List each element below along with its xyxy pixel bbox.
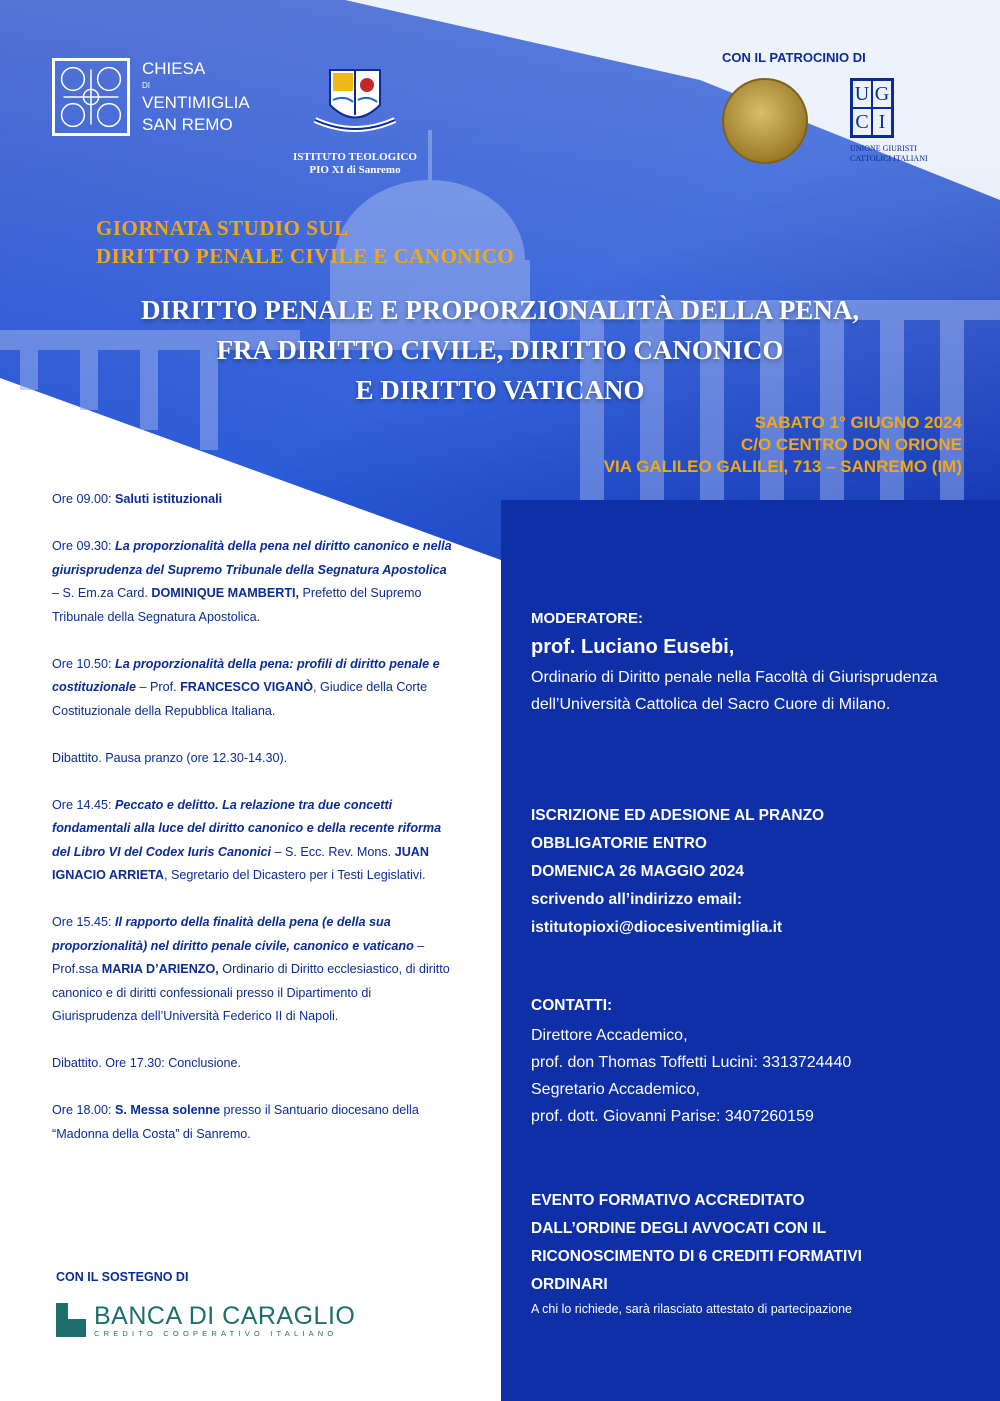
program-title: S. Messa solenne — [115, 1103, 221, 1117]
program-title: La proporzionalità della pena nel diritto canonico e nella giurisprudenza del Supremo Tribunale della Segnatura Apostolica — [52, 539, 452, 577]
event-info — [604, 412, 962, 478]
program-list — [52, 488, 452, 1170]
event-date: SABATO 1° GIUGNO 2024 — [754, 413, 962, 432]
istituto-line1: ISTITUTO TEOLOGICO — [292, 151, 417, 163]
registration-line2: OBBLIGATORIE ENTRO — [531, 835, 707, 852]
chiesa-logo — [52, 58, 250, 136]
chiesa-line1: CHIESA — [142, 59, 206, 78]
program-item — [52, 911, 452, 1029]
accreditation-line4: ORDINARI — [531, 1276, 608, 1293]
contacts-line2: prof. don Thomas Toffetti Lucini: 3313724440 — [531, 1054, 852, 1071]
program-time: Ore 14.45: — [52, 797, 112, 812]
event-venue: C/O CENTRO DON ORIONE — [740, 435, 962, 454]
title-line1: DIRITTO PENALE E PROPORZIONALITÀ DELLA PENA, — [140, 295, 860, 325]
program-role: , Segretario del Dicastero per i Testi Legislativi. — [163, 868, 426, 882]
program-separator: – Prof. — [135, 680, 181, 694]
accreditation-line2: DALL’ORDINE DEGLI AVVOCATI CON IL — [531, 1220, 827, 1237]
accreditation-line1: EVENTO FORMATIVO ACCREDITATO — [531, 1192, 805, 1209]
ugci-line2: CATTOLICI ITALIANI — [850, 154, 928, 163]
program-item — [52, 1052, 452, 1076]
contacts-line1: Direttore Accademico, — [531, 1027, 688, 1044]
chiesa-emblem-icon — [52, 58, 130, 136]
bank-logo — [56, 1303, 355, 1338]
chiesa-line2: DI — [142, 81, 150, 90]
program-title: Il rapporto della finalità della pena (e della sua proporzionalità) nel diritto penale civile, canonico e vaticano — [52, 915, 414, 953]
registration-email-link[interactable]: istitutopioxi@diocesiventimiglia.it — [531, 919, 783, 936]
accreditation-line3: RICONOSCIMENTO DI 6 CREDITI FORMATIVI — [531, 1248, 862, 1265]
event-address: VIA GALILEO GALILEI, 713 – SANREMO (IM) — [603, 457, 962, 476]
program-role: Prefetto del Supremo Tribunale della Segnatura Apostolica. — [52, 586, 422, 624]
registration-line3: DOMENICA 26 MAGGIO 2024 — [531, 863, 745, 880]
istituto-logo — [280, 60, 430, 177]
bank-mark-icon — [56, 1303, 86, 1337]
program-time: Ore 18.00: — [52, 1103, 112, 1117]
event-title — [60, 290, 940, 410]
moderator-name: prof. Luciano Eusebi, — [531, 636, 735, 658]
event-kicker — [96, 214, 514, 270]
contacts-line4: prof. dott. Giovanni Parise: 3407260159 — [531, 1108, 814, 1125]
registration-line4: scrivendo all’indirizzo email: — [531, 891, 743, 908]
program-time: Ore 15.45: — [52, 915, 112, 929]
sponsor-label: CON IL SOSTEGNO DI — [56, 1270, 189, 1284]
program-item — [52, 653, 452, 724]
chiesa-line4: SAN REMO — [142, 115, 233, 134]
program-plain: Dibattito. Pausa pranzo (ore 12.30-14.30). — [52, 750, 288, 765]
title-line2: FRA DIRITTO CIVILE, DIRITTO CANONICO — [216, 335, 784, 365]
istituto-line2: PIO XI di Sanremo — [309, 164, 401, 176]
bank-subtitle: CREDITO COOPERATIVO ITALIANO — [94, 1329, 338, 1338]
program-speaker: FRANCESCO VIGANÒ — [180, 680, 314, 694]
program-time: Ore 10.50: — [52, 656, 112, 671]
program-speaker: JUAN IGNACIO ARRIETA — [52, 844, 429, 882]
moderator-desc: Ordinario di Diritto penale nella Facoltà di Giurisprudenza dell’Università Cattolica del Sacro Cuore di Milano. — [531, 669, 938, 713]
accreditation-note: A chi lo richiede, sarà rilasciato attestato di partecipazione — [531, 1302, 853, 1316]
bank-name: BANCA DI CARAGLIO — [94, 1302, 356, 1330]
program-item — [52, 1099, 452, 1146]
moderator-label: MODERATORE: — [531, 610, 643, 627]
program-time: Ore 09.30: — [52, 539, 112, 553]
patrocinio-label: CON IL PATROCINIO DI — [722, 50, 866, 65]
chiesa-line3: VENTIMIGLIA — [142, 93, 250, 112]
title-line3: E DIRITTO VATICANO — [355, 375, 645, 405]
contacts-label: CONTATTI: — [531, 997, 613, 1014]
program-item — [52, 747, 452, 771]
ugci-line1: UNIONE GIURISTI — [850, 144, 917, 153]
program-separator: – S. Ecc. Rev. Mons. — [271, 844, 395, 859]
ugci-letter-g: G — [872, 80, 892, 108]
contacts-block — [531, 1022, 971, 1130]
program-plain: Dibattito. Ore 17.30: Conclusione. — [52, 1056, 242, 1070]
program-role: presso il Santuario diocesano della “Madonna della Costa” di Sanremo. — [52, 1103, 419, 1141]
kicker-line1: GIORNATA STUDIO SUL — [96, 216, 349, 240]
ordine-avvocati-medal-icon — [722, 78, 808, 164]
program-role: , Giudice della Corte Costituzionale della Repubblica Italiana. — [52, 680, 428, 718]
ugci-letter-i: I — [872, 108, 892, 136]
program-speaker: DOMINIQUE MAMBERTI, — [151, 586, 300, 600]
contacts-line3: Segretario Accademico, — [531, 1081, 700, 1098]
ugci-letter-u: U — [852, 80, 872, 108]
program-title: La proporzionalità della pena: profili di diritto penale e costituzionale — [52, 656, 440, 694]
program-item — [52, 535, 452, 629]
registration-block — [531, 802, 971, 942]
ugci-logo — [850, 78, 930, 164]
program-separator: – S. Em.za Card. — [52, 586, 152, 600]
program-title: Saluti istituzionali — [115, 492, 223, 506]
program-time: Ore 09.00: — [52, 492, 112, 506]
program-speaker: MARIA D’ARIENZO, — [101, 962, 219, 976]
program-separator: – Prof.ssa — [52, 938, 425, 976]
kicker-line2: DIRITTO PENALE CIVILE E CANONICO — [96, 244, 515, 268]
program-title: Peccato e delitto. La relazione tra due concetti fondamentali alla luce del diritto canonico e della recente riforma del Libro VI del Codex Iuris Canonici — [52, 797, 442, 859]
registration-line1: ISCRIZIONE ED ADESIONE AL PRANZO — [531, 807, 825, 824]
istituto-crest-icon — [300, 60, 410, 140]
program-item — [52, 794, 452, 888]
ugci-letter-c: C — [852, 108, 872, 136]
accreditation-block — [531, 1187, 961, 1299]
program-role: Ordinario di Diritto ecclesiastico, di diritto canonico e di diritti confessionali presso il Dipartimento di Giurisprudenza dell’Università Federico II di Napoli. — [52, 962, 450, 1023]
program-item — [52, 488, 452, 512]
